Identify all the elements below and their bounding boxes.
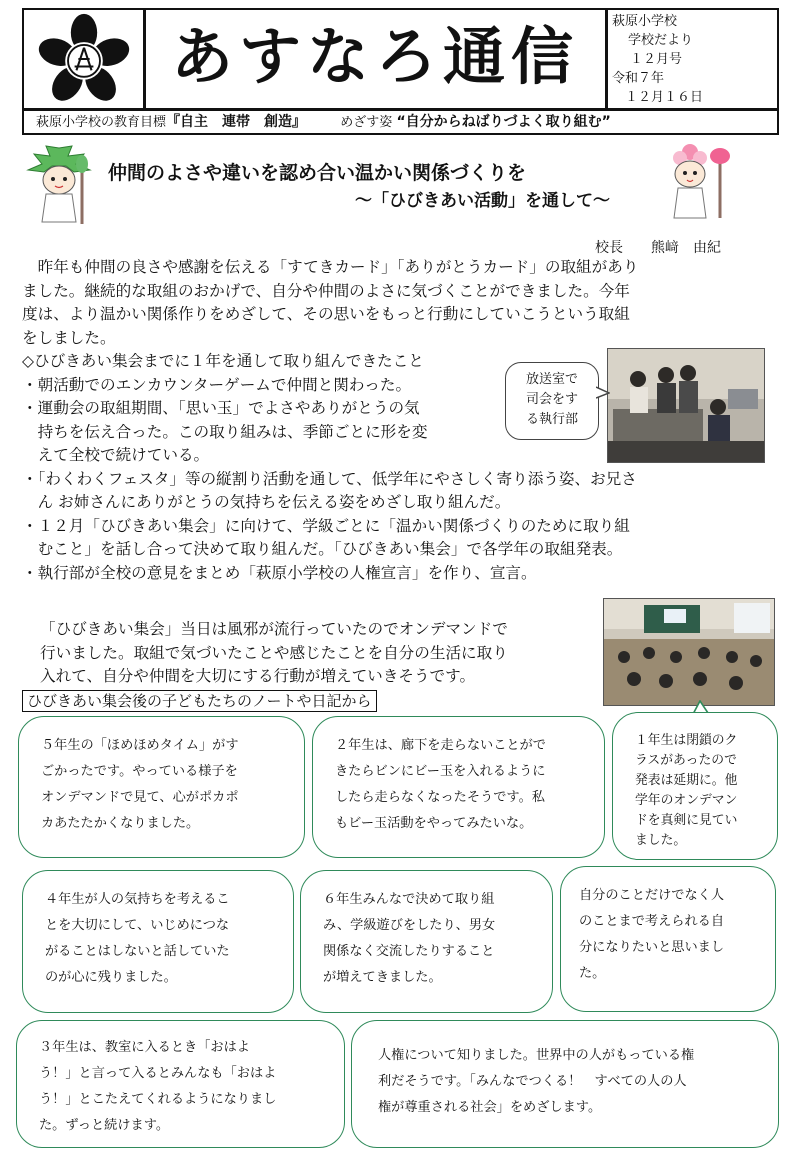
list-item: ・朝活動でのエンカウンターゲームで仲間と関わった。	[22, 375, 412, 394]
list-item: えて全校で続けている。	[22, 446, 210, 464]
comment-line: 分になりたいと思いまし	[579, 940, 725, 955]
caption-line: 放送室で	[525, 372, 578, 387]
comment-line: ごかったです。やっている様子を	[41, 764, 238, 779]
list-item: ・運動会の取組期間、「思い玉」でよさやありがとうの気	[22, 399, 420, 417]
comment-line: 自分のことだけでなく人	[579, 888, 725, 903]
comment-line: ３年生は、教室に入るとき「おはよ	[39, 1040, 250, 1055]
notes-section-label: ひびきあい集会後の子どもたちのノートや日記から	[22, 690, 377, 712]
text-line: 入れて、自分や仲間を大切にする行動が増えていきそうです。	[40, 667, 476, 685]
comment-line: 利だそうです。「みんなでつくる！ すべての人の人	[378, 1074, 687, 1089]
aim-value: “自分からねばりづよく取り組む”	[396, 114, 611, 130]
list-item: ・「わくわくフェスタ」等の縦割り活動を通して、低学年にやさしく寄り添う姿、お兄さ	[22, 469, 637, 488]
article-headline: 仲間のよさや違いを認め合い温かい関係づくりを	[108, 162, 527, 184]
pink-flower-mascot-icon	[666, 140, 736, 222]
comment-line: 人権について知りました。世界中の人がもっている権	[378, 1048, 695, 1063]
masthead-divider	[22, 108, 779, 111]
comment-bubble	[351, 1020, 779, 1148]
comment-line: ６年生みんなで決めて取り組	[323, 892, 495, 907]
article-author: 校長 熊﨑 由紀	[595, 240, 721, 256]
comment-line: とを大切にして、いじめにつな	[45, 918, 230, 933]
comment-line: もビー玉活動をやってみたいな。	[335, 816, 533, 831]
comment-bubble	[312, 716, 605, 858]
broadcast-room-photo	[607, 348, 765, 463]
comment-line: う！」と言って入るとみんなも「おはよ	[39, 1066, 277, 1081]
photo-caption-bubble	[505, 362, 599, 440]
comment-line: がることはしないと話していた	[45, 944, 230, 959]
list-heading: ◇ひびきあい集会までに１年を通して取り組んできたこと	[22, 352, 424, 370]
comment-line: み、学級遊びをしたり、男女	[323, 918, 496, 933]
article-subheadline: ～「ひびきあい活動」を通して～	[355, 191, 610, 211]
comment-bubble	[16, 1020, 345, 1148]
list-item: 持ちを伝え合った。この取り組みは、季節ごとに形を変	[22, 422, 428, 441]
masthead-divider	[143, 8, 146, 110]
list-item: ・執行部が全校の意見をまとめ「萩原小学校の人権宣言」を作り、宣言。	[22, 563, 537, 582]
comment-line: ４年生が人の気持ちを考えるこ	[45, 892, 230, 907]
school-emblem-icon	[36, 12, 132, 106]
text-line: 「ひびきあい集会」当日は風邪が流行っていたのでオンデマンドで	[40, 620, 508, 638]
text-line: をしました。	[22, 328, 116, 347]
comment-line: したら走らなくなったそうです。私	[335, 790, 545, 805]
comment-line: ドを真剣に見てい	[635, 813, 738, 828]
caption-pointer-icon	[596, 386, 610, 400]
school-name: 萩原小学校	[612, 14, 678, 29]
comment-line: １年生は閉鎖のク	[635, 733, 738, 748]
comment-line: 発表は延期に。他	[635, 773, 738, 788]
comment-bubble	[22, 870, 294, 1013]
text-line: 度は、より温かい関係作りをめざして、その思いをもっと行動にしていこうという取組	[22, 305, 630, 323]
list-item: ん お姉さんにありがとうの気持ちを伝える姿をめざし取り組んだ。	[22, 493, 511, 511]
comment-line: のが心に残りました。	[45, 970, 177, 985]
text-line: 行いました。取組で気づいたことや感じたことを自分の生活に取り	[40, 643, 508, 662]
comment-line: ラスがあったので	[635, 753, 737, 768]
comment-line: のことまで考えられる自	[579, 914, 725, 929]
list-item: むこと」を話し合って決めて取り組んだ。「ひびきあい集会」で各学年の取組発表。	[22, 540, 623, 558]
classroom-photo	[603, 598, 775, 706]
comment-line: た。ずっと続けます。	[39, 1118, 170, 1133]
closing-paragraph	[40, 618, 508, 689]
comment-line: 関係なく交流したりすること	[323, 944, 495, 959]
newsletter-type: 学校だより	[628, 33, 694, 48]
caption-line: る執行部	[525, 412, 578, 427]
comment-line: カあたたかくなりました。	[41, 816, 200, 831]
issue-year: 令和７年	[612, 71, 665, 86]
comment-bubble	[18, 716, 305, 858]
comment-line: ５年生の「ほめほめタイム」がす	[41, 738, 239, 753]
comment-line: た。	[579, 966, 606, 981]
comment-line: う！」とこたえてくれるようになりまし	[39, 1092, 277, 1107]
list-item: ・１２月「ひびきあい集会」に向けて、学級ごとに「温かい関係づくりのために取り組	[22, 516, 630, 535]
comment-line: オンデマンドで見て、心がポカポ	[41, 790, 239, 805]
masthead-divider	[605, 8, 608, 110]
goal-value: 『自主 連帯 創造』	[166, 114, 307, 130]
comment-bubble	[560, 866, 776, 1012]
issue-month: １２月号	[630, 52, 683, 67]
text-line: ました。継続的な取組のおかげで、自分や仲間のよさに気づくことができました。今年	[22, 281, 630, 300]
issue-date: １２月１６日	[625, 90, 704, 105]
comment-bubble	[300, 870, 553, 1013]
comment-line: きたらビンにビー玉を入れるように	[335, 764, 546, 779]
education-goal-bar	[36, 112, 776, 132]
text-line: 昨年も仲間の良さや感謝を伝える「すてきカード」「ありがとうカード」の取組があり	[22, 258, 639, 276]
comment-bubble	[612, 712, 778, 860]
comment-line: ました。	[635, 833, 687, 848]
green-leaf-mascot-icon	[24, 144, 94, 226]
intro-paragraph	[22, 256, 638, 350]
caption-line: 司会をす	[525, 392, 578, 407]
aim-label: めざす姿	[340, 115, 393, 130]
comment-line: 学年のオンデマン	[635, 793, 738, 808]
newsletter-title: あすなろ通信	[170, 20, 579, 93]
comment-line: 権が尊重される社会」をめざします。	[378, 1100, 602, 1115]
comment-line: が増えてきました。	[323, 970, 442, 985]
goal-label: 萩原小学校の教育目標	[36, 115, 167, 130]
comment-line: ２年生は、廊下を走らないことがで	[335, 738, 546, 753]
